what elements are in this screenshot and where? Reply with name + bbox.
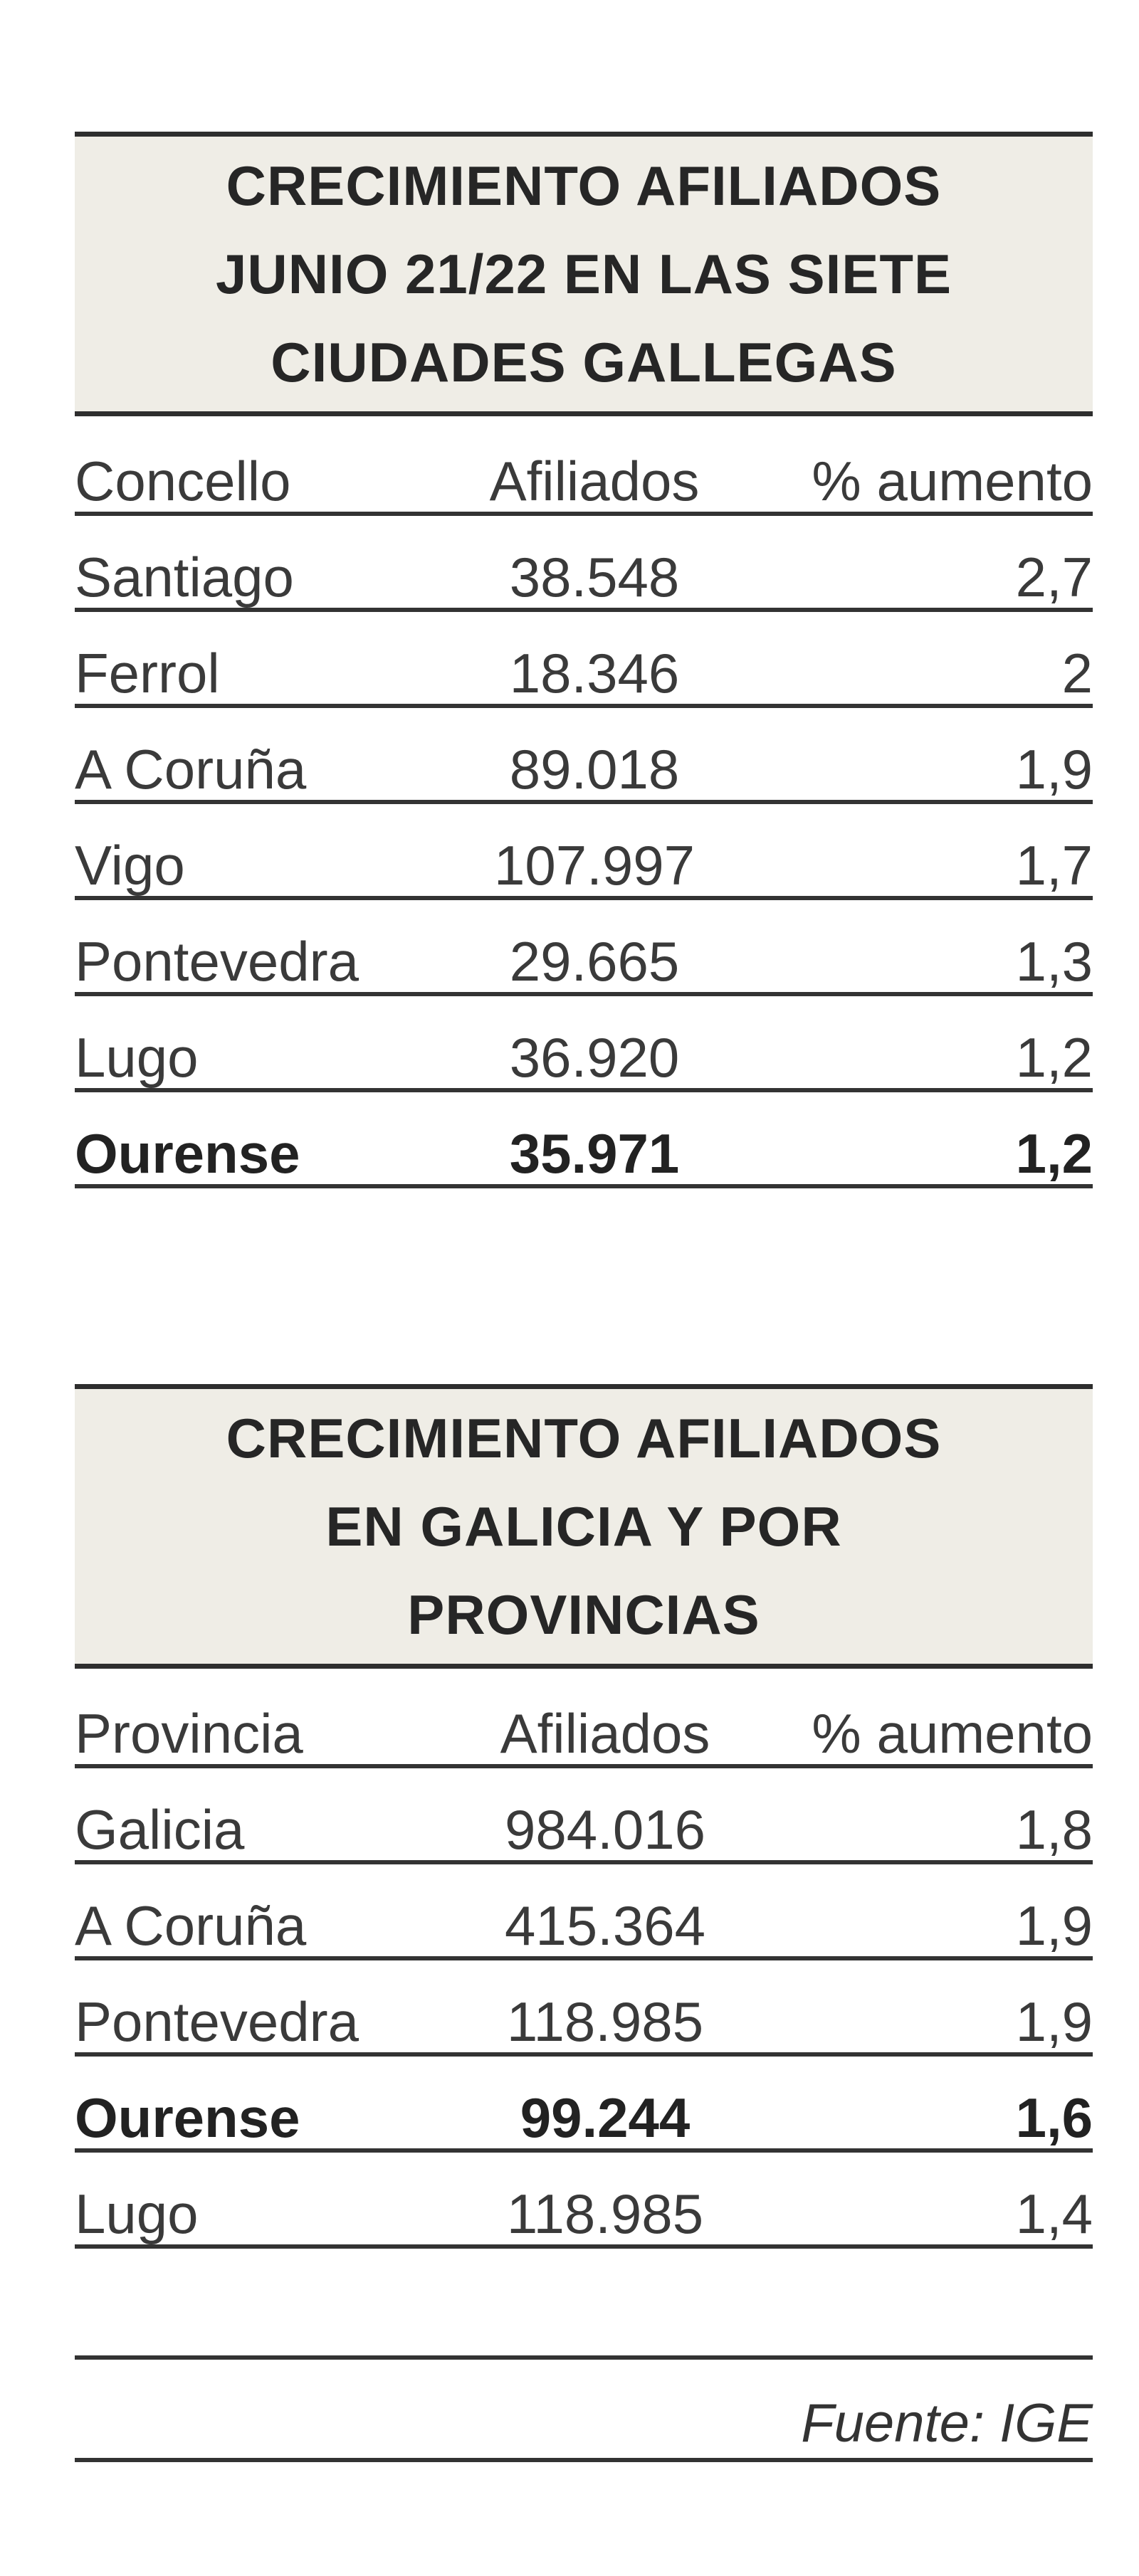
table-row <box>75 996 1093 1092</box>
cell-name: Pontevedra <box>75 1990 359 2053</box>
cell-name: Ferrol <box>75 642 220 704</box>
table-row <box>75 516 1093 612</box>
cell-afiliados: 107.997 <box>494 834 695 897</box>
table-row <box>75 900 1093 996</box>
cell-afiliados: 89.018 <box>509 738 680 801</box>
cell-aumento: 1,4 <box>1015 2182 1093 2245</box>
cell-afiliados: 29.665 <box>509 930 680 993</box>
cell-aumento: 2,7 <box>1015 546 1093 608</box>
table-provincias <box>75 1384 1093 2249</box>
cell-name: Ourense <box>75 1122 300 1185</box>
cell-afiliados: 35.971 <box>509 1122 680 1185</box>
column-header-provincia: Provincia <box>75 1702 303 1765</box>
column-header-aumento: % aumento <box>812 1702 1093 1765</box>
table-body <box>75 1768 1093 2249</box>
cell-aumento: 1,2 <box>1015 1122 1093 1185</box>
cell-aumento: 1,7 <box>1015 834 1093 897</box>
cell-afiliados: 38.548 <box>509 546 680 608</box>
cell-afiliados: 118.985 <box>506 2182 704 2245</box>
cell-afiliados: 18.346 <box>509 642 680 704</box>
table-header-row <box>75 1669 1093 1768</box>
table-row <box>75 2153 1093 2249</box>
cell-aumento: 2 <box>1061 642 1093 704</box>
table-row <box>75 1768 1093 1864</box>
cell-name: Lugo <box>75 1026 199 1089</box>
cell-aumento: 1,9 <box>1015 738 1093 801</box>
table-row <box>75 612 1093 708</box>
column-header-afiliados: Afiliados <box>489 450 700 512</box>
cell-aumento: 1,9 <box>1015 1990 1093 2053</box>
cell-name: A Coruña <box>75 1894 307 1957</box>
cell-aumento: 1,8 <box>1015 1798 1093 1861</box>
cell-afiliados: 118.985 <box>506 1990 704 2053</box>
table-title-box <box>75 132 1093 416</box>
cell-name: A Coruña <box>75 738 307 801</box>
cell-afiliados: 984.016 <box>505 1798 705 1861</box>
column-header-afiliados: Afiliados <box>500 1702 710 1765</box>
table-row <box>75 1960 1093 2057</box>
cell-name: Vigo <box>75 834 185 897</box>
cell-name: Lugo <box>75 2182 199 2245</box>
cell-aumento: 1,2 <box>1015 1026 1093 1089</box>
column-header-aumento: % aumento <box>812 450 1093 512</box>
table-title-box <box>75 1384 1093 1669</box>
table-row <box>75 1092 1093 1188</box>
table-row <box>75 708 1093 804</box>
cell-name: Galicia <box>75 1798 245 1861</box>
source-footer <box>75 2355 1093 2462</box>
cell-afiliados: 99.244 <box>520 2086 691 2149</box>
table-row <box>75 804 1093 900</box>
table-header-row <box>75 416 1093 516</box>
column-header-concello: Concello <box>75 450 291 512</box>
cell-name: Santiago <box>75 546 294 608</box>
cell-name: Ourense <box>75 2086 300 2149</box>
table-row <box>75 2057 1093 2153</box>
cell-afiliados: 36.920 <box>509 1026 680 1089</box>
table-row <box>75 1864 1093 1960</box>
cell-aumento: 1,3 <box>1015 930 1093 993</box>
cell-afiliados: 415.364 <box>505 1894 705 1957</box>
cell-name: Pontevedra <box>75 930 359 993</box>
cell-aumento: 1,9 <box>1015 1894 1093 1957</box>
table-title: CRECIMIENTO AFILIADOS EN GALICIA Y POR PROVINCIAS <box>226 1407 942 1646</box>
table-concellos <box>75 132 1093 1188</box>
source-credit: Fuente: IGE <box>801 2393 1093 2454</box>
cell-aumento: 1,6 <box>1015 2086 1093 2149</box>
table-title: CRECIMIENTO AFILIADOS JUNIO 21/22 EN LAS SIETE CIUDADES GALLEGAS <box>215 154 952 394</box>
table-body <box>75 516 1093 1188</box>
